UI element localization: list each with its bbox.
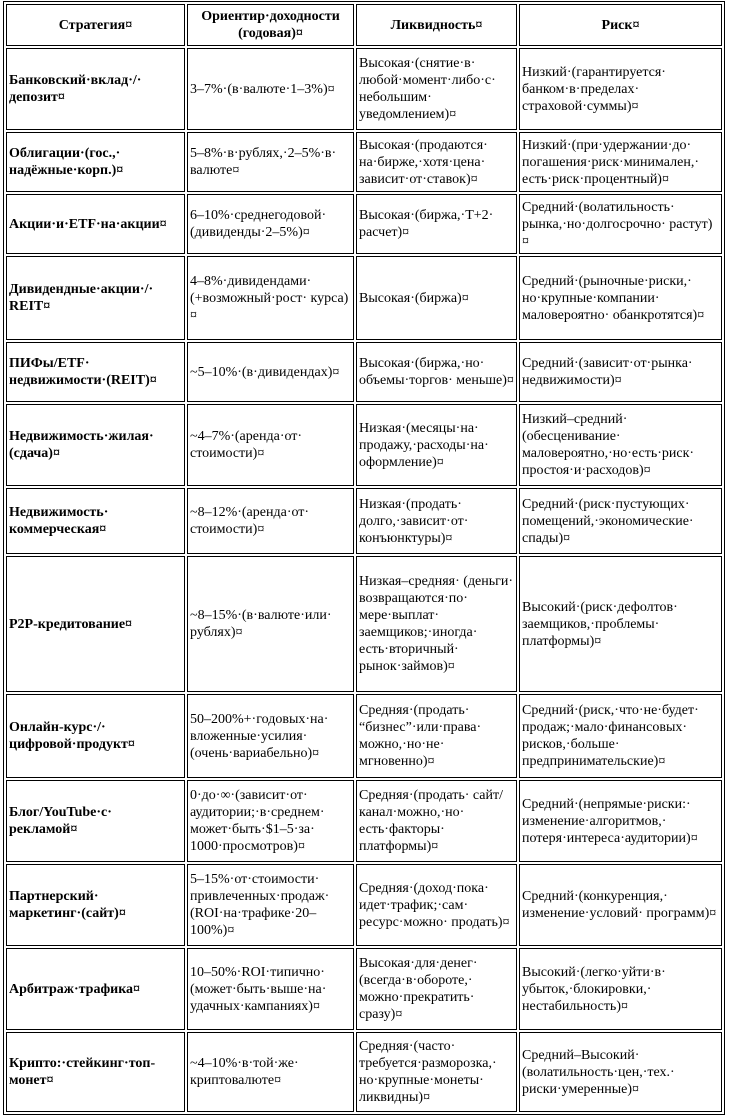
cell-liquidity: Высокая·(продаются· на·бирже,·хотя·цена· зависит·от·ставок)¤: [356, 132, 517, 192]
cell-yield: 5–15%·от·стоимости· привлеченных·продаж· (ROI·на·трафике·20– 100%)¤: [187, 864, 354, 946]
cell-liquidity: Средняя·(продать· сайт/канал·можно,·но· есть·факторы· платформы)¤: [356, 780, 517, 862]
cell-strategy: P2P-кредитование¤: [6, 556, 185, 692]
cell-liquidity: Средняя·(продать· “бизнес”·или·права· можно,·но·не· мгновенно)¤: [356, 694, 517, 778]
cell-yield: ~8–15%·(в·валюте·или· рублях)¤: [187, 556, 354, 692]
cell-strategy: Банковский·вклад·/· депозит¤: [6, 48, 185, 130]
cell-liquidity: Средняя·(доход·пока· идет·трафик;·сам· ресурс·можно· продать)¤: [356, 864, 517, 946]
cell-strategy: Дивидендные·акции·/· REIT¤: [6, 256, 185, 340]
cell-strategy: Арбитраж·трафика¤: [6, 948, 185, 1030]
table-row: [6, 780, 722, 862]
table-row: [6, 48, 722, 130]
table-row: [6, 488, 722, 554]
cell-strategy: Акции·и·ETF·на·акции¤: [6, 194, 185, 254]
cell-strategy: Партнерский· маркетинг·(сайт)¤: [6, 864, 185, 946]
cell-yield: 3–7%·(в·валюте·1–3%)¤: [187, 48, 354, 130]
cell-risk: Средний–Высокий· (волатильность·цен,·тех.· риски·умеренные)¤: [519, 1032, 722, 1112]
table-row: [6, 194, 722, 254]
table-row: [6, 948, 722, 1030]
header-risk: Риск¤: [519, 4, 722, 46]
cell-risk: Средний·(рыночные·риски,· но·крупные·компании· маловероятно· обанкротятся)¤: [519, 256, 722, 340]
cell-risk: Средний·(непрямые·риски:· изменение·алгоритмов,· потеря·интереса·аудитории)¤: [519, 780, 722, 862]
cell-risk: Низкий–средний· (обесценивание· маловероятно,·но·есть·риск· простоя·и·расходов)¤: [519, 404, 722, 486]
cell-risk: Средний·(риск·пустующих· помещений,·экономические· спады)¤: [519, 488, 722, 554]
cell-strategy: Недвижимость·жилая· (сдача)¤: [6, 404, 185, 486]
cell-yield: 10–50%·ROI·типично· (может·быть·выше·на· удачных·кампаниях)¤: [187, 948, 354, 1030]
cell-yield: ~8–12%·(аренда·от· стоимости)¤: [187, 488, 354, 554]
table-row: [6, 694, 722, 778]
cell-yield: 5–8%·в·рублях,·2–5%·в· валюте¤: [187, 132, 354, 192]
cell-risk: Низкий·(при·удержании·до· погашения·риск·минимален,· есть·риск·процентный)¤: [519, 132, 722, 192]
table-row: [6, 342, 722, 402]
table-row: [6, 132, 722, 192]
table-body: [6, 48, 722, 1112]
cell-strategy: Блог/YouTube·с· рекламой¤: [6, 780, 185, 862]
cell-strategy: Крипто:·стейкинг·топ- монет¤: [6, 1032, 185, 1112]
strategies-table: [3, 1, 725, 1115]
cell-strategy: ПИФы/ETF· недвижимости·(REIT)¤: [6, 342, 185, 402]
cell-liquidity: Высокая·(снятие·в· любой·момент·либо·с· небольшим· уведомлением)¤: [356, 48, 517, 130]
cell-risk: Средний·(волатильность· рынка,·но·долгосрочно· растут)¤: [519, 194, 722, 254]
cell-yield: 0·до·∞·(зависит·от· аудитории;·в·среднем· может·быть·$1–5·за· 1000·просмотров)¤: [187, 780, 354, 862]
table-row: [6, 404, 722, 486]
cell-yield: 6–10%·среднегодовой· (дивиденды·2–5%)¤: [187, 194, 354, 254]
header-strategy: Стратегия¤: [6, 4, 185, 46]
header-yield: Ориентир·доходности (годовая)¤: [187, 4, 354, 46]
table-row: [6, 864, 722, 946]
cell-strategy: Онлайн-курс·/· цифровой·продукт¤: [6, 694, 185, 778]
table-row: [6, 1032, 722, 1112]
cell-yield: ~4–7%·(аренда·от· стоимости)¤: [187, 404, 354, 486]
cell-strategy: Недвижимость· коммерческая¤: [6, 488, 185, 554]
cell-risk: Высокий·(легко·уйти·в· убыток,·блокировки,· нестабильность)¤: [519, 948, 722, 1030]
cell-yield: ~5–10%·(в·дивидендах)¤: [187, 342, 354, 402]
cell-risk: Низкий·(гарантируется· банком·в·пределах· страховой·суммы)¤: [519, 48, 722, 130]
cell-yield: 50–200%+·годовых·на· вложенные·усилия· (очень·вариабельно)¤: [187, 694, 354, 778]
header-liquidity: Ликвидность¤: [356, 4, 517, 46]
cell-liquidity: Низкая·(месяцы·на· продажу,·расходы·на· оформление)¤: [356, 404, 517, 486]
header-row: [6, 4, 722, 46]
cell-risk: Средний·(зависит·от·рынка· недвижимости)¤: [519, 342, 722, 402]
cell-yield: 4–8%·дивидендами· (+возможный·рост· курса)¤: [187, 256, 354, 340]
cell-liquidity: Низкая–средняя· (деньги· возвращаются·по· мере·выплат· заемщиков;·иногда· есть·вторичный· рынок·займов)¤: [356, 556, 517, 692]
cell-risk: Высокий·(риск·дефолтов· заемщиков,·проблемы· платформы)¤: [519, 556, 722, 692]
table-row: [6, 256, 722, 340]
cell-liquidity: Высокая·(биржа,·T+2· расчет)¤: [356, 194, 517, 254]
cell-yield: ~4–10%·в·той·же· криптовалюте¤: [187, 1032, 354, 1112]
cell-liquidity: Высокая·(биржа)¤: [356, 256, 517, 340]
cell-liquidity: Высокая·для·денег· (всегда·в·обороте,· можно·прекратить· сразу)¤: [356, 948, 517, 1030]
cell-liquidity: Высокая·(биржа,·но· объемы·торгов· меньше)¤: [356, 342, 517, 402]
cell-risk: Средний·(риск,·что·не·будет· продаж;·мало·финансовых· рисков,·больше· предпринимательские)¤: [519, 694, 722, 778]
cell-liquidity: Низкая·(продать· долго,·зависит·от· конъюнктуры)¤: [356, 488, 517, 554]
table-row: [6, 556, 722, 692]
cell-strategy: Облигации·(гос.,· надёжные·корп.)¤: [6, 132, 185, 192]
cell-risk: Средний·(конкуренция,· изменение·условий· программ)¤: [519, 864, 722, 946]
cell-liquidity: Средняя·(часто· требуется·разморозка,· но·крупные·монеты· ликвидны)¤: [356, 1032, 517, 1112]
